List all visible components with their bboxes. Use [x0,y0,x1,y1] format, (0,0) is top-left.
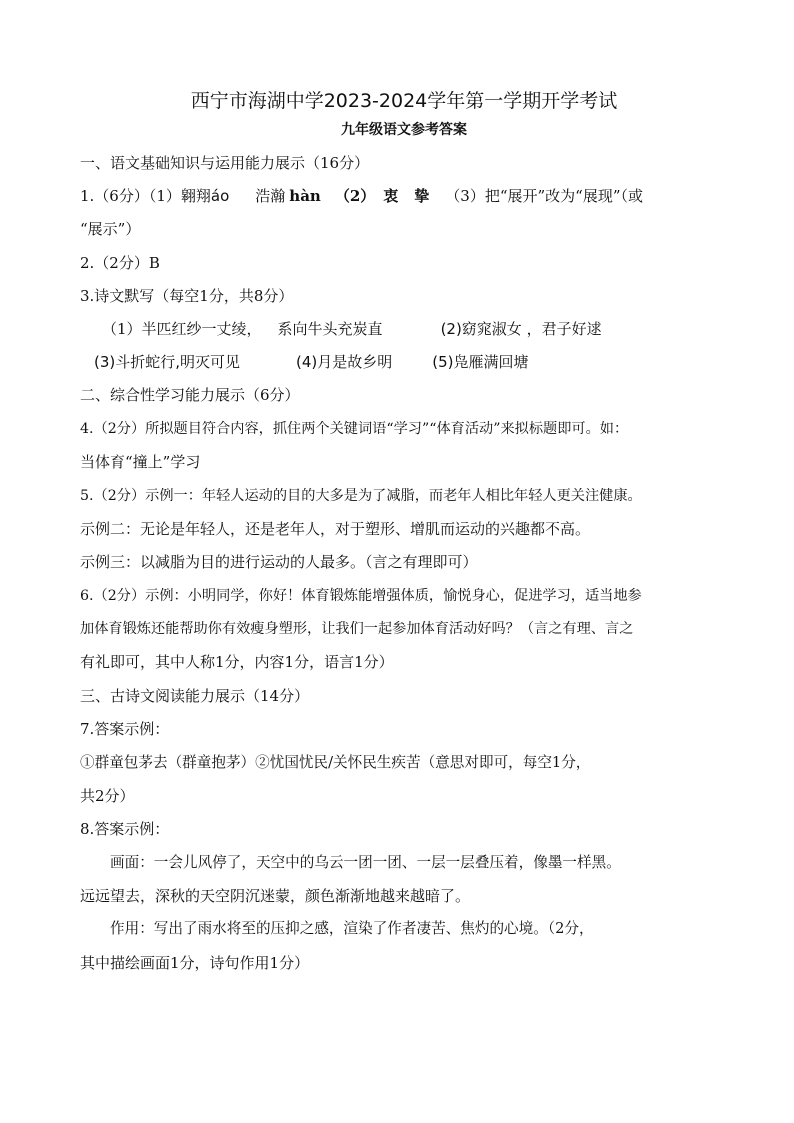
q1-word-2: 浩瀚 [255,187,286,205]
q7-line-1: ①群童包茅去（群童抱茅）②忧国忧民/关怀民生疾苦（意思对即可，每空1分， [80,754,591,771]
q1-pinyin-1: áo [210,187,230,205]
q2-line: 2.（2分）B [80,254,160,272]
q5-line-2: 示例二：无论是年轻人，还是老年人，对于塑形、增肌而运动的兴趣都不高。 [80,520,591,538]
q1-line-1 [80,186,643,206]
q3-line-1 [102,319,602,339]
q8-line-3: 作用：写出了雨水将至的压抑之感，渲染了作者凄苦、焦灼的心境。（2分， [110,920,594,937]
q3-head: 3.诗文默写（每空1分，共8分） [80,287,294,305]
q1-char-2: 挚 [414,187,430,205]
q4-line-1: 4.（2分）所拟题目符合内容，抓住两个关键词语“学习”“体育活动”来拟标题即可。如： [80,421,629,437]
q8-line-1: 画面：一会儿风停了，天空中的乌云一团一团、一层一层叠压着，像墨一样黑。 [110,854,621,871]
q1-pinyin-2: hàn [289,187,321,205]
q3-item-d: (3)斗折蛇行,明灭可见 [94,353,241,371]
section-3-heading: 三、古诗文阅读能力展示（14分） [80,687,310,705]
document-title: 西宁市海湖中学2023-2024学年第一学期开学考试 [190,90,618,112]
q3-item-b: 系向牛头充炭直 [277,320,383,338]
q5-line-3: 示例三：以减脂为目的进行运动的人最多。（言之有理即可） [80,553,478,571]
q1-part-3: （3）把“展开”改为“展现”（或 [445,187,644,205]
q5-line-1: 5.（2分）示例一：年轻人运动的目的大多是为了减脂，而老年人相比年轻人更关注健康。 [80,488,642,504]
section-2-heading: 二、综合性学习能力展示（6分） [80,386,300,404]
q7-line-2: 共2分） [80,787,135,805]
section-1-heading: 一、语文基础知识与运用能力展示（16分） [80,154,370,172]
q8-line-4: 其中描绘画面1分，诗句作用1分） [80,954,310,972]
q1-line-2: “展示”） [80,220,141,238]
document-subtitle: 九年级语文参考答案 [341,122,467,138]
q1-char-1: 衷 [383,187,399,205]
q8-head: 8.答案示例： [80,820,170,838]
q6-line-1: 6.（2分）示例：小明同学，你好！体育锻炼能增强体质，愉悦身心，促进学习，适当地参 [80,588,642,604]
q4-line-2: 当体育“撞上”学习 [80,453,201,471]
q8-line-2: 远远望去，深秋的天空阴沉迷蒙，颜色渐渐地越来越暗了。 [80,887,471,905]
q7-head: 7.答案示例： [80,720,170,738]
q1-part-2-num: （2） [334,187,376,205]
q3-item-e: (4)月是故乡明 [296,353,393,371]
q3-item-a: （1）半匹红纱一丈绫， [102,320,262,338]
q3-line-2 [94,352,529,372]
q6-line-2: 加体育锻炼还能帮助你有效瘦身塑形，让我们一起参加体育活动好吗？（言之有理、言之 [80,621,634,637]
q6-line-3: 有礼即可，其中人称1分，内容1分，语言1分） [80,653,394,671]
q1-head: 1.（6分）（1）翱翔 [80,187,211,205]
q3-item-f: (5)凫雁满回塘 [432,353,529,371]
q3-item-c: (2)窈窕淑女 ，君子好逑 [440,320,602,338]
